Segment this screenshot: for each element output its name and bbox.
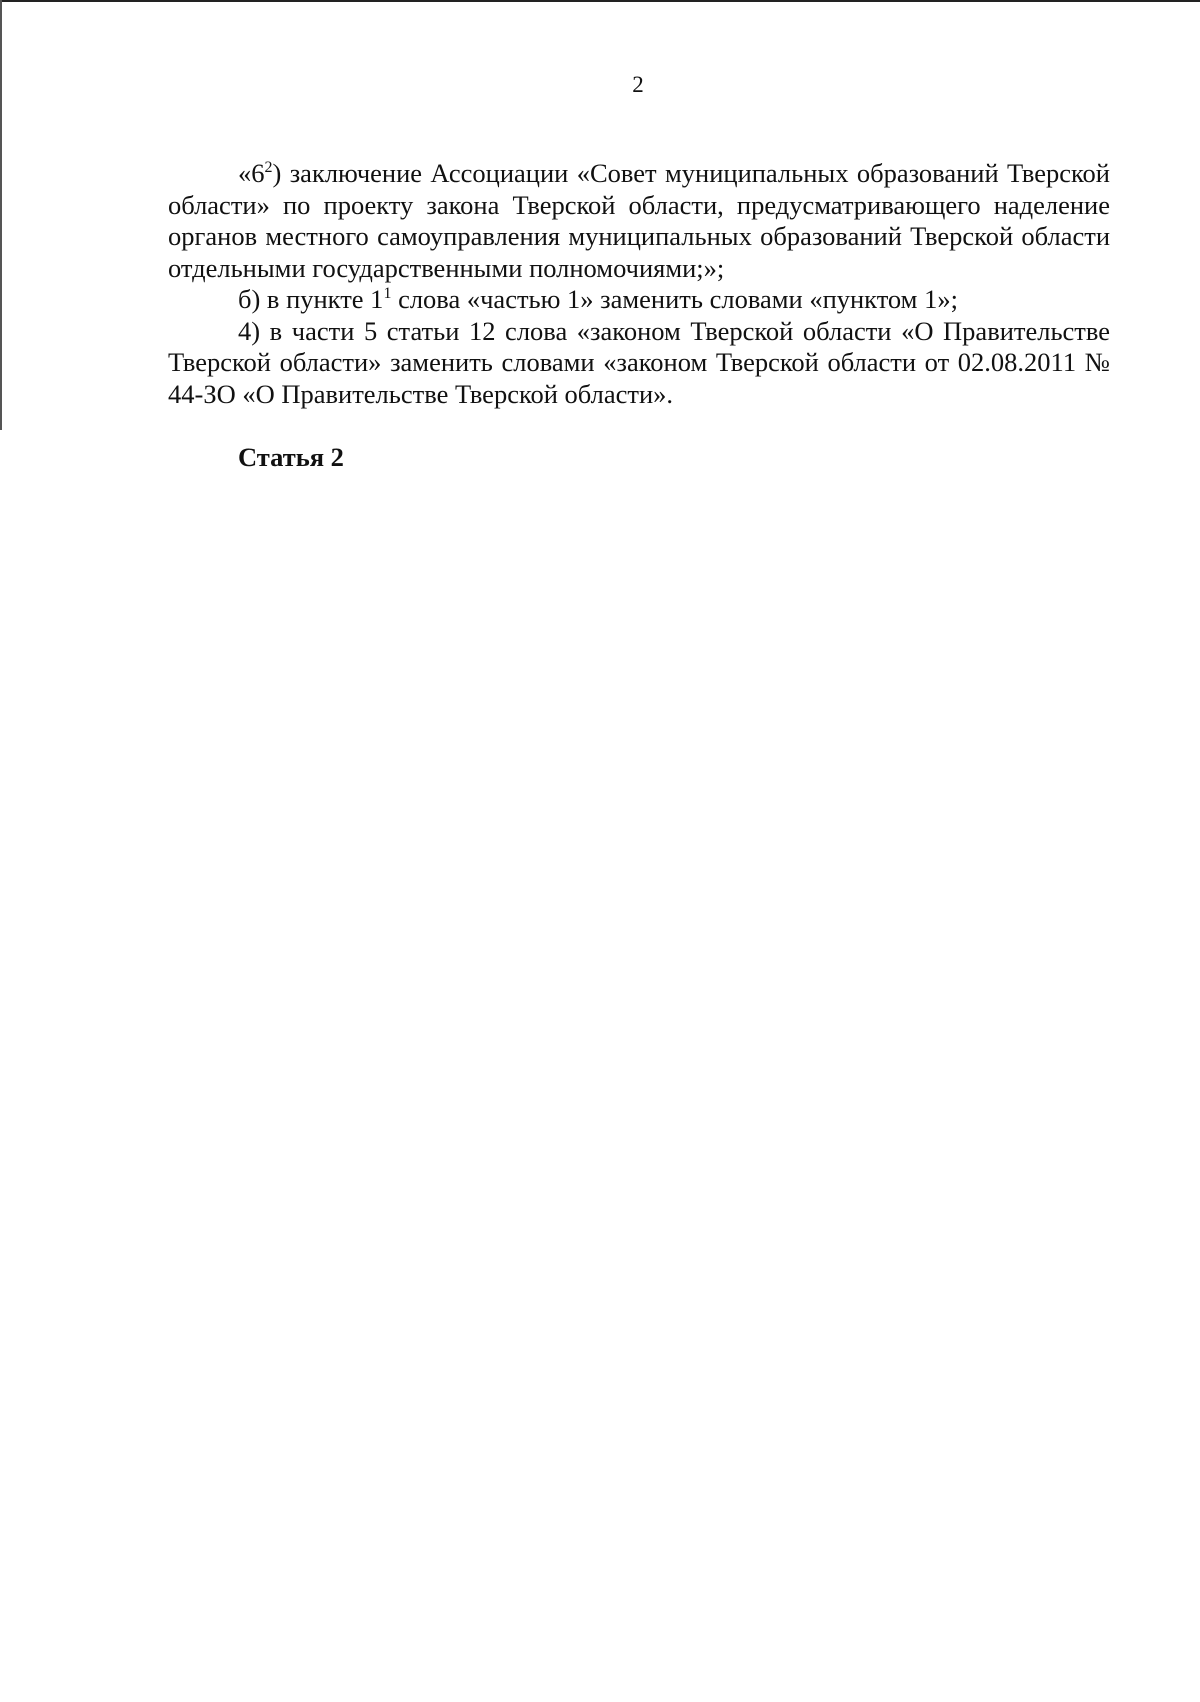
scan-edge-top [0,0,1200,2]
scan-edge-left [0,0,2,430]
paragraph: 4) в части 5 статьи 12 слова «законом Тверской области «О Правительстве Тверской области» заменить словами «законом Тверской области от 02.08.2011 № 44-ЗО «О Правительстве Тверской области». [168,315,1110,409]
document-body [168,158,1110,505]
paragraph: «$6^2$) заключение Ассоциации «Совет муниципальных образований Тверской области» по проекту закона Тверской области, предусматривающего наделение органов местного самоуправления муниципальных образований Тверской области отдельными государственными полномочиями;»; [168,158,1110,283]
article-heading: Статья 2 [238,442,344,472]
paragraph: б) в пункте $1^1$ слова «частью 1» заменить словами «пунктом 1»; [238,284,958,314]
page-number: 2 [632,72,644,97]
